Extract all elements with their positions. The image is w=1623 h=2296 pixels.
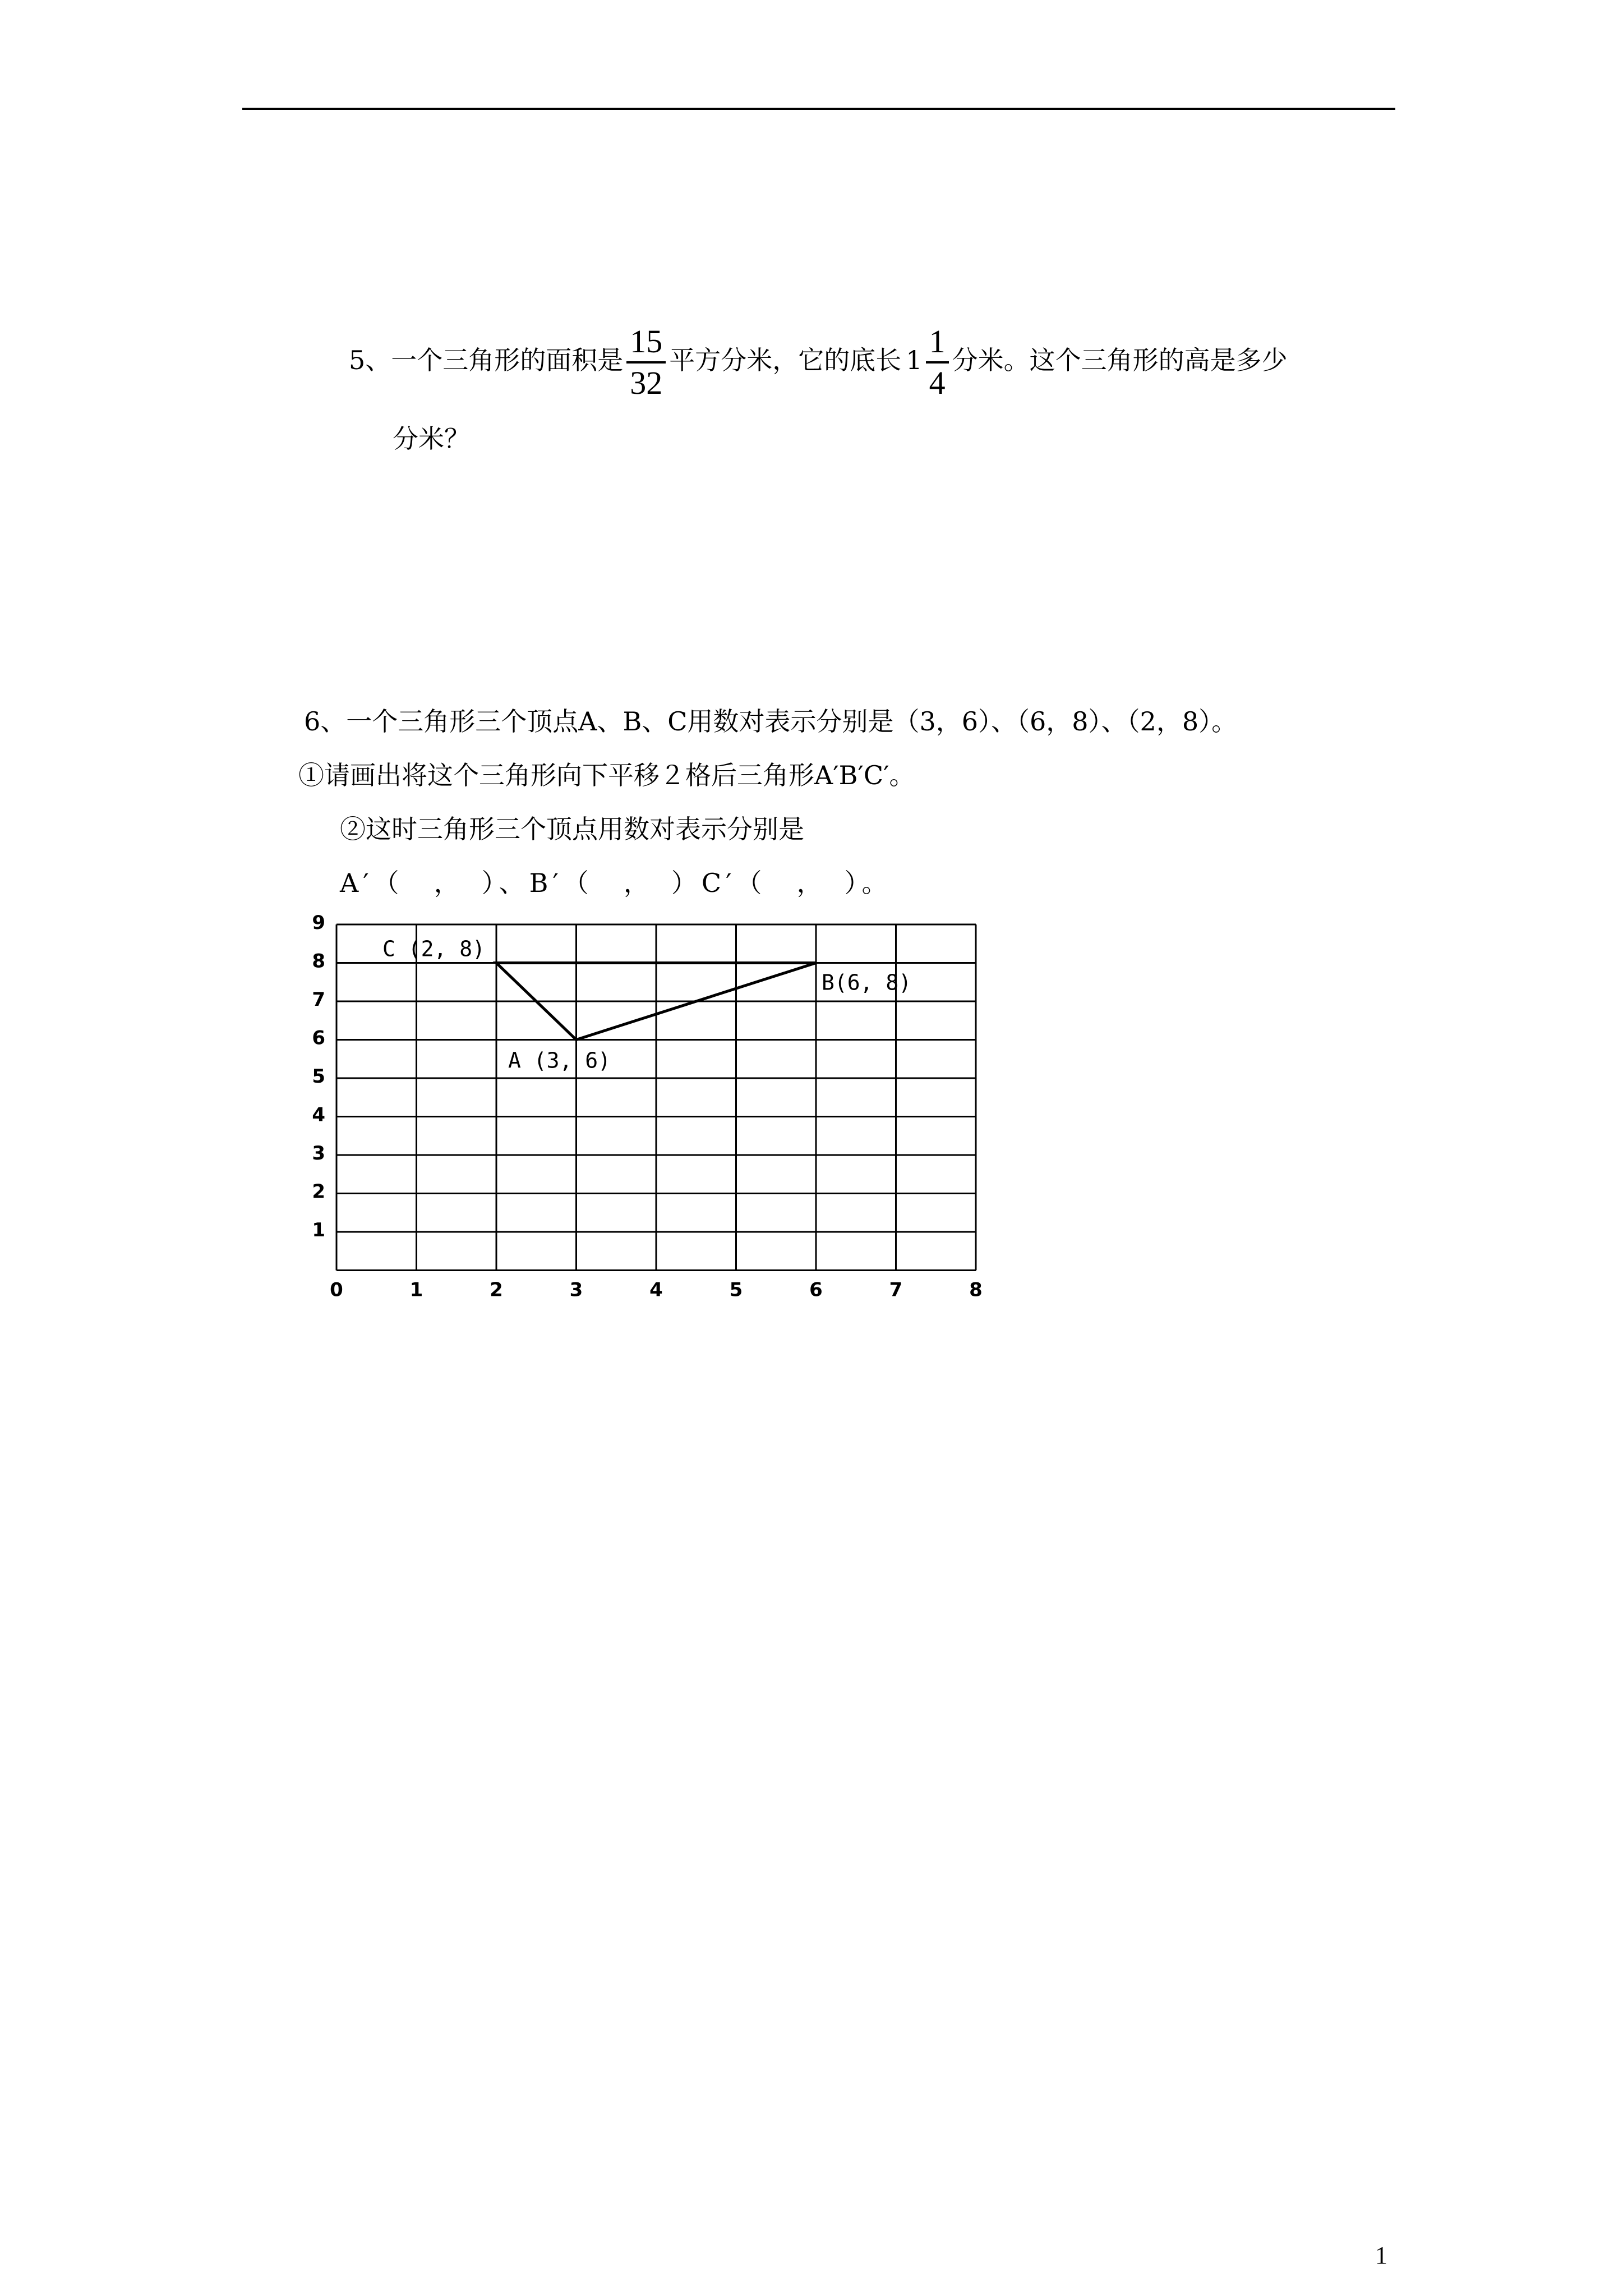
question-6-part-1: ①请画出将这个三角形向下平移２格后三角形A′B′C′。: [298, 760, 915, 790]
answer-blanks: A′（ ， ）、B′（ ， ）C′（ ， ）。: [340, 868, 892, 898]
y-tick-label: 6: [312, 1027, 325, 1050]
y-tick-label: 2: [312, 1180, 325, 1203]
x-tick-label: 0: [330, 1278, 343, 1301]
vertex-label-c: C (2, 8): [382, 936, 485, 961]
q5-tail-text: 分米。这个三角形的高是多少: [952, 345, 1288, 375]
vertex-label-a: A (3, 6): [508, 1048, 611, 1073]
x-tick-label: 5: [729, 1278, 743, 1301]
q5-mid-text: 平方分米，它的底长: [669, 345, 902, 375]
question-5-line-2: 分米？: [393, 424, 470, 454]
question-6-part-2: ②这时三角形三个顶点用数对表示分别是: [340, 814, 804, 844]
x-tick-label: 6: [809, 1278, 823, 1301]
header-rule: [242, 108, 1395, 110]
x-tick-label: 1: [409, 1278, 423, 1301]
x-tick-label: 4: [649, 1278, 663, 1301]
x-tick-label: 2: [490, 1278, 503, 1301]
base-whole: 1: [906, 345, 923, 375]
x-tick-label: 3: [569, 1278, 583, 1301]
coordinate-grid-svg: [312, 912, 998, 1313]
y-tick-label: 9: [312, 912, 325, 934]
q5-lead-text: 5、一个三角形的面积是: [349, 345, 624, 375]
base-fraction: [926, 325, 949, 399]
page-number: 1: [1375, 2242, 1387, 2269]
base-denominator: 4: [929, 365, 946, 401]
y-tick-label: 4: [312, 1103, 325, 1126]
base-numerator: 1: [926, 325, 949, 364]
y-tick-label: 3: [312, 1142, 325, 1165]
area-numerator: 15: [626, 325, 666, 364]
y-tick-label: 5: [312, 1065, 325, 1088]
x-tick-label: 8: [969, 1278, 983, 1301]
y-tick-label: 8: [312, 950, 325, 973]
question-5-line-1: [349, 325, 1288, 399]
x-tick-label: 7: [889, 1278, 903, 1301]
area-denominator: 32: [630, 365, 663, 401]
y-tick-label: 7: [312, 988, 325, 1011]
vertex-label-b: B(6, 8): [822, 970, 912, 995]
y-tick-label: 1: [312, 1219, 325, 1241]
question-6-line-1: 6、一个三角形三个顶点A、B、C用数对表示分别是（3，6）、（6，8）、（2，8）。: [304, 706, 1238, 737]
coordinate-grid-figure: [312, 912, 998, 1315]
area-fraction: [626, 325, 666, 399]
